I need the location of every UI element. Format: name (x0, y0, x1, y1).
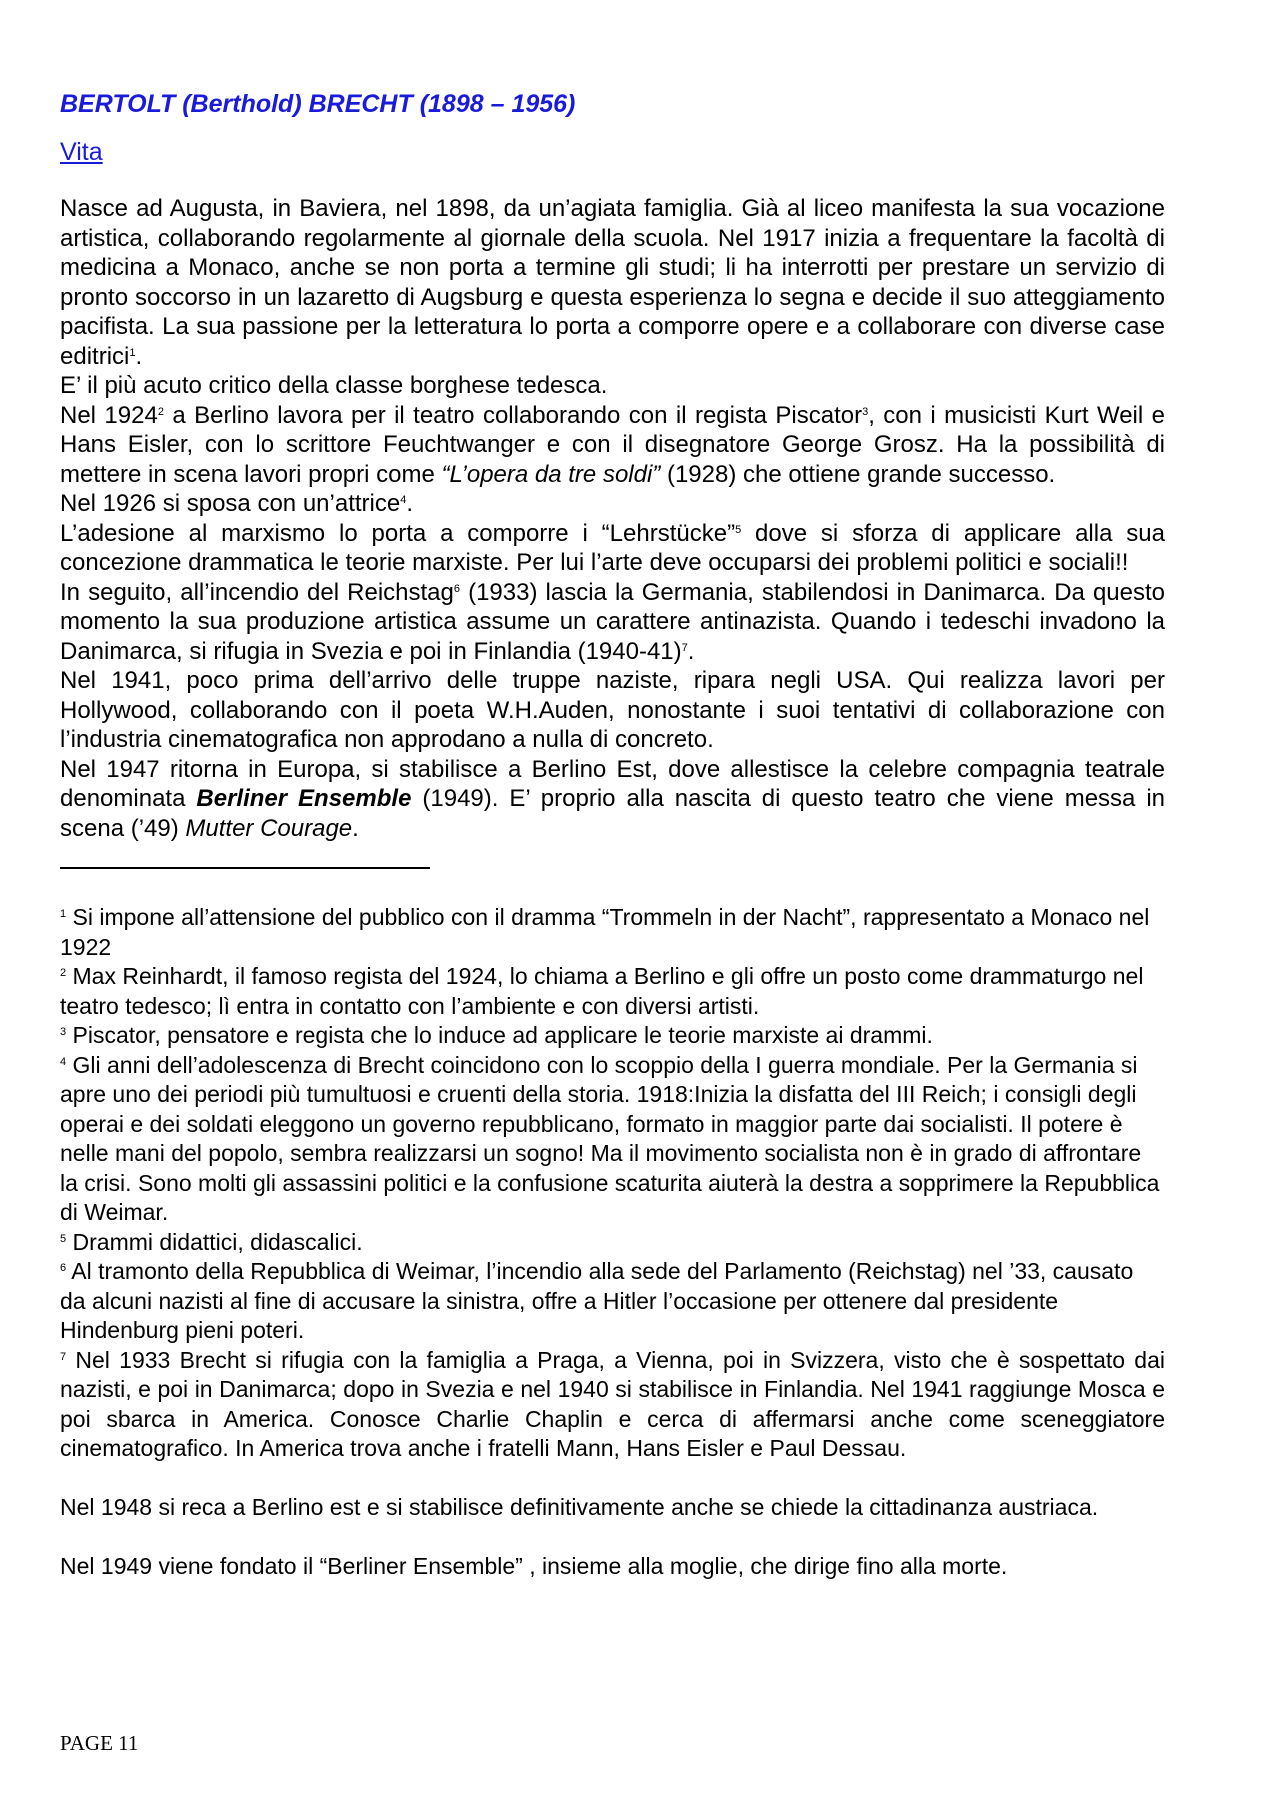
footnotes (60, 903, 1165, 1582)
footnote-3: $^3$ Piscator, pensatore e regista che lo induce ad applicare le teorie marxiste ai drammi. (60, 1022, 933, 1048)
footnote-ref-7[interactable]: 7 (681, 641, 688, 654)
footnote-7: $^7$ Nel 1933 Brecht si rifugia con la famiglia a Praga, a Vienna, poi in Svizzera, visto che è sospettato dai nazisti, e poi in Danimarca; dopo in Svezia e nel 1940 si stabilisce in Finlandia. Nel 1941 raggiunge Mosca e poi sbarca in America. Conosce Charlie Chaplin e cerca di affermarsi anche come sceneggiatore cinematografico. In America trova anche i fratelli Mann, Hans Eisler e Paul Dessau. (60, 1346, 1165, 1461)
footnote-separator (60, 867, 430, 869)
page-title: BERTOLT (Berthold) BRECHT (1898 – 1956) (60, 90, 576, 118)
paragraph-return: Nel 1947 ritorna in Europa, si stabilisce a Berlino Est, dove allestisce la celebre compagnia teatrale denominata Berliner Ensemble (1949). E’ proprio alla nascita di questo teatro che viene messa in scena (’49) Mutter Courage. (60, 755, 1166, 842)
paragraph-critic: E’ il più acuto critico della classe borghese tedesca. (60, 372, 608, 399)
work-title: “L’opera da tre soldi” (441, 460, 661, 488)
ensemble-name: Berliner Ensemble (196, 785, 412, 812)
footnote-ref-5[interactable]: 5 (735, 523, 742, 536)
paragraph-marxism: L’adesione al marxismo lo porta a comporre i “Lehrstücke”$^5$ dove si sforza di applicare alla sua concezione drammatica le teorie marxiste. Per lui l’arte deve occuparsi dei problemi politici e sociali!! (60, 519, 1165, 576)
footnote-1: $^1$ Si impone all’attensione del pubblico con il dramma “Trommeln in der Nacht”, rappresentato a Monaco nel 1922 (60, 904, 1150, 960)
footnote-ref-2[interactable]: 2 (157, 405, 164, 418)
paragraph-birth: Nasce ad Augusta, in Baviera, nel 1898, da un’agiata famiglia. Già al liceo manifesta la sua vocazione artistica, collaborando regolarmente al giornale della scuola. Nel 1917 inizia a frequentare la facoltà di medicina a Monaco, anche se non porta a termine gli studi; li ha interrotti per prestare un servizio di pronto soccorso in un lazaretto di Augsburg e questa esperienza lo segna e decide il suo atteggiamento pacifista. La sua passione per la letteratura lo porta a comporre opere e a collaborare con diverse case editrici$^1$. (60, 195, 1165, 370)
vita-link[interactable]: Vita (60, 138, 103, 166)
paragraph-exile: In seguito, all’incendio del Reichstag$^6$ (1933) lascia la Germania, stabilendosi in Danimarca. Da questo momento la sua produzione artistica assume un carattere antinazista. Quando i tedeschi invadono la Danimarca, si rifugia in Svezia e poi in Finlandia (1940-41)$^7$. (60, 578, 1165, 665)
section-heading (60, 134, 1165, 170)
paragraph-usa: Nel 1941, poco prima dell’arrivo delle truppe naziste, ripara negli USA. Qui realizza lavori per Hollywood, collaborando con il poeta W.H.Auden, nonostante i suoi tentativi di collaborazione con l’industria cinematografica non approdano a nulla di concreto. (60, 667, 1165, 753)
main-text (60, 194, 1165, 843)
footnote-2: $^2$ Max Reinhardt, il famoso regista del 1924, lo chiama a Berlino e gli offre un posto come drammaturgo nel teatro tedesco; lì entra in contatto con l’ambiente e con diversi artisti. (60, 963, 1144, 1019)
footnote-ref-6[interactable]: 6 (453, 582, 460, 595)
footnote-ref-3[interactable]: 3 (862, 405, 869, 418)
paragraph-berlin: Nel 1924$^2$ a Berlino lavora per il teatro collaborando con il regista Piscator$^3$, con i musicisti Kurt Weil e Hans Eisler, con lo scrittore Feuchtwanger e con il disegnatore George Grosz. Ha la possibilità di mettere in scena lavori propri come “L’opera da tre soldi” (1928) che ottiene grande successo. (60, 401, 1165, 488)
page-number: PAGE 11 (60, 1731, 139, 1755)
mutter-courage-title: Mutter Courage (185, 814, 353, 842)
footnote-7-extra-1949: Nel 1949 viene fondato il “Berliner Ensemble” , insieme alla moglie, che dirige fino alla morte. (60, 1553, 1008, 1579)
footnote-4: $^4$ Gli anni dell’adolescenza di Brecht coincidono con lo scoppio della I guerra mondiale. Per la Germania si apre uno dei periodi più tumultuosi e cruenti della storia. 1918:Inizia la disfatta del III Reich; i consigli degli operai e dei soldati eleggono un governo repubblicano, formato in maggior parte dai socialisti. Il potere è nelle mani del popolo, sembra realizzarsi un sogno! Ma il movimento socialista non è in grado di affrontare la crisi. Sono molti gli assassini politici e la confusione scaturita aiuterà la destra a sopprimere la Repubblica di Weimar. (60, 1051, 1160, 1225)
footnote-ref-1[interactable]: 1 (129, 346, 136, 359)
document-page (60, 86, 1165, 1582)
footnote-ref-4[interactable]: 4 (400, 494, 407, 506)
paragraph-marriage: Nel 1926 si sposa con un’attrice$^4$. (60, 490, 413, 517)
footnote-6: $^6$ Al tramonto della Repubblica di Weimar, l’incendio alla sede del Parlamento (Reichstag) nel ’33, causato da alcuni nazisti al fine di accusare la sinistra, offre a Hitler l’occasione per ottenere dal presidente Hindenburg pieni poteri. (60, 1258, 1134, 1343)
footnote-7-extra-1948: Nel 1948 si reca a Berlino est e si stabilisce definitivamente anche se chiede la cittadinanza austriaca. (60, 1494, 1099, 1520)
footnote-5: $^5$ Drammi didattici, didascalici. (60, 1228, 363, 1255)
